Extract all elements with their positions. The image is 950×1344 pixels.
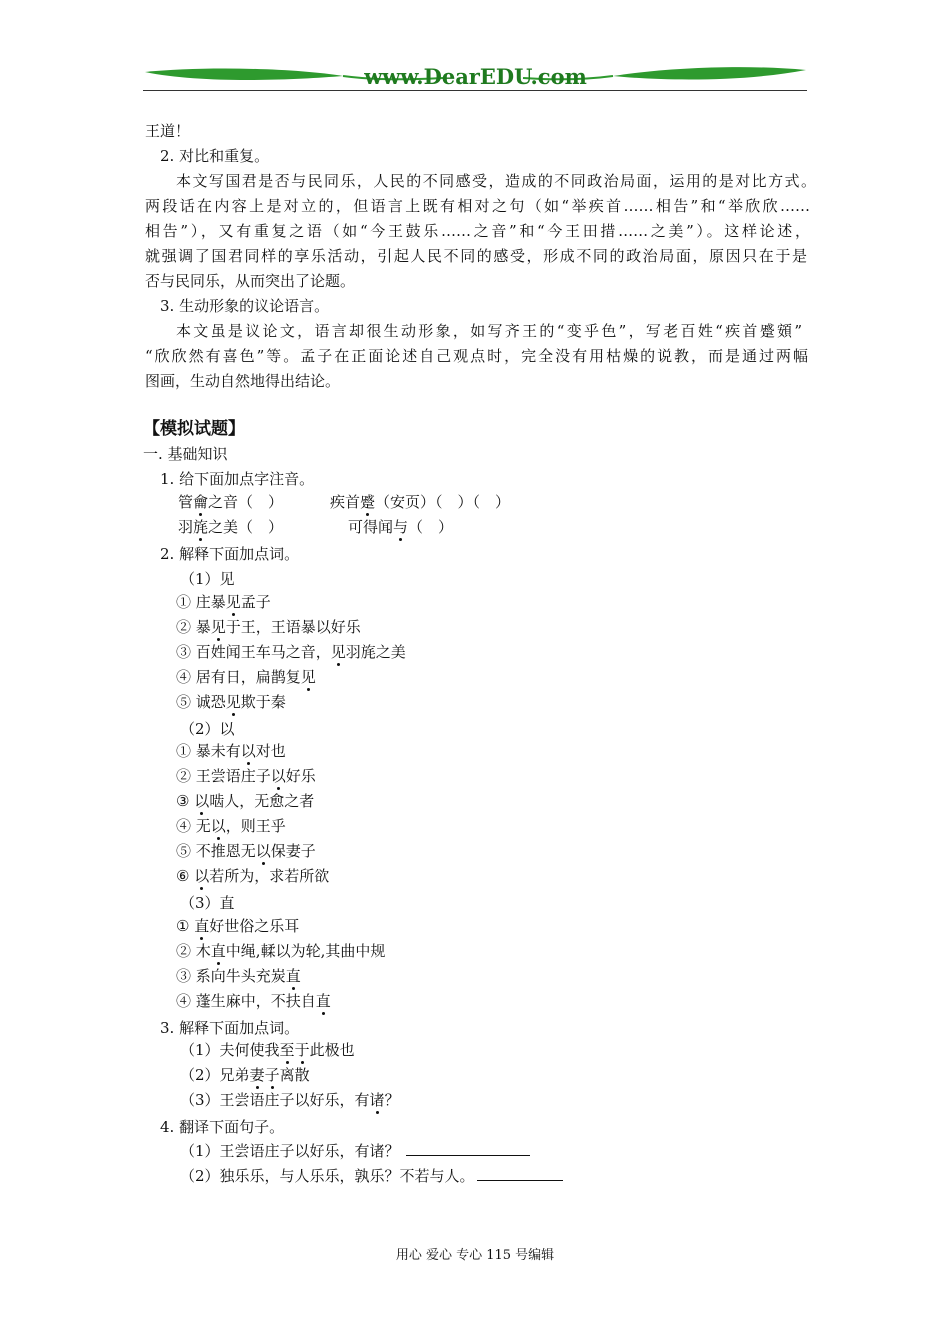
list-item: ② 王尝语庄子以好乐 <box>176 767 316 785</box>
list-item: ⑤ 诚恐见欺于秦 <box>176 693 286 711</box>
question-title: 4. 翻译下面句子。 <box>160 1118 285 1136</box>
question-title: 1. 给下面加点字注音。 <box>160 470 315 488</box>
question-item: 疾首蹙（安页）（ ）（ ） <box>330 493 511 511</box>
section-subtitle: 一. 基础知识 <box>143 445 228 463</box>
body-line: 否与民同乐，从而突出了论题。 <box>145 272 356 290</box>
list-item: ③ 以啮人，无愈之者 <box>176 792 315 810</box>
body-line: 就强调了国君同样的享乐活动，引起人民不同的感受，形成不同的政治局面，原因只在于是 <box>145 247 807 265</box>
list-item: （2）兄弟妻子离散 <box>180 1066 310 1084</box>
body-line: 本文写国君是否与民同乐，人民的不同感受，造成的不同政治局面，运用的是对比方式。 <box>176 172 816 190</box>
body-line: “欣欣然有喜色”等。孟子在正面论述自己观点时，完全没有用枯燥的说教，而是通过两幅 <box>145 347 808 365</box>
answer-blank[interactable] <box>477 1166 563 1181</box>
list-item: ① 暴未有以对也 <box>176 742 286 760</box>
group-label: （2）以 <box>180 720 235 738</box>
body-line: 相告”），又有重复之语（如“今王鼓乐……之音”和“今王田措……之美”）。这样论述， <box>145 222 810 240</box>
list-item: ④ 蓬生麻中，不扶自直 <box>176 992 331 1010</box>
question-item: 羽旄之美（ ） <box>178 518 284 536</box>
list-item: ① 直好世俗之乐耳 <box>176 917 300 935</box>
list-item: ⑥ 以若所为，求若所欲 <box>176 867 330 885</box>
list-item: ④ 无以，则王乎 <box>176 817 286 835</box>
question-item: 管龠之音（ ） <box>178 493 284 511</box>
question-title: 3. 解释下面加点词。 <box>160 1019 300 1037</box>
list-item: ② 暴见于王，王语暴以好乐 <box>176 618 361 636</box>
list-item: （1）王尝语庄子以好乐，有诸？ <box>180 1141 530 1161</box>
list-item: （2）独乐乐，与人乐乐，孰乐？不若与人。 <box>180 1166 563 1186</box>
list-item: （1）夫何使我至于此极也 <box>180 1041 355 1059</box>
list-item: ④ 居有日，扁鹊复见 <box>176 668 316 686</box>
header-divider <box>143 90 807 91</box>
list-item: ② 木直中绳,輮以为轮,其曲中规 <box>176 942 386 960</box>
group-label: （1）见 <box>180 570 235 588</box>
list-item: （3）王尝语庄子以好乐，有诸？ <box>180 1091 400 1109</box>
page-footer: 用心 爱心 专心 115 号编辑 <box>395 1248 555 1263</box>
list-item: ③ 系向牛头充炭直 <box>176 967 301 985</box>
section-title: 【模拟试题】 <box>143 419 245 439</box>
list-item: ⑤ 不推恩无以保妻子 <box>176 842 316 860</box>
list-item: ① 庄暴见孟子 <box>176 593 271 611</box>
group-label: （3）直 <box>180 894 235 912</box>
body-line: 3. 生动形象的议论语言。 <box>160 297 330 315</box>
question-title: 2. 解释下面加点词。 <box>160 545 300 563</box>
question-item: 可得闻与（ ） <box>348 518 454 536</box>
list-item: ③ 百姓闻王车马之音，见羽旄之美 <box>176 643 406 661</box>
body-line: 本文虽是议论文，语言却很生动形象，如写齐王的“变乎色”，写老百姓“疾首蹙頞” <box>176 322 802 340</box>
body-line: 两段话在内容上是对立的，但语言上既有相对之句（如“举疾首……相告”和“举欣欣…… <box>145 197 810 215</box>
body-line: 王道！ <box>145 122 191 140</box>
site-logo[interactable]: www.DearEDU.com <box>364 64 587 89</box>
body-line: 图画，生动自然地得出结论。 <box>145 372 341 390</box>
body-line: 2. 对比和重复。 <box>160 147 270 165</box>
answer-blank[interactable] <box>406 1141 530 1156</box>
